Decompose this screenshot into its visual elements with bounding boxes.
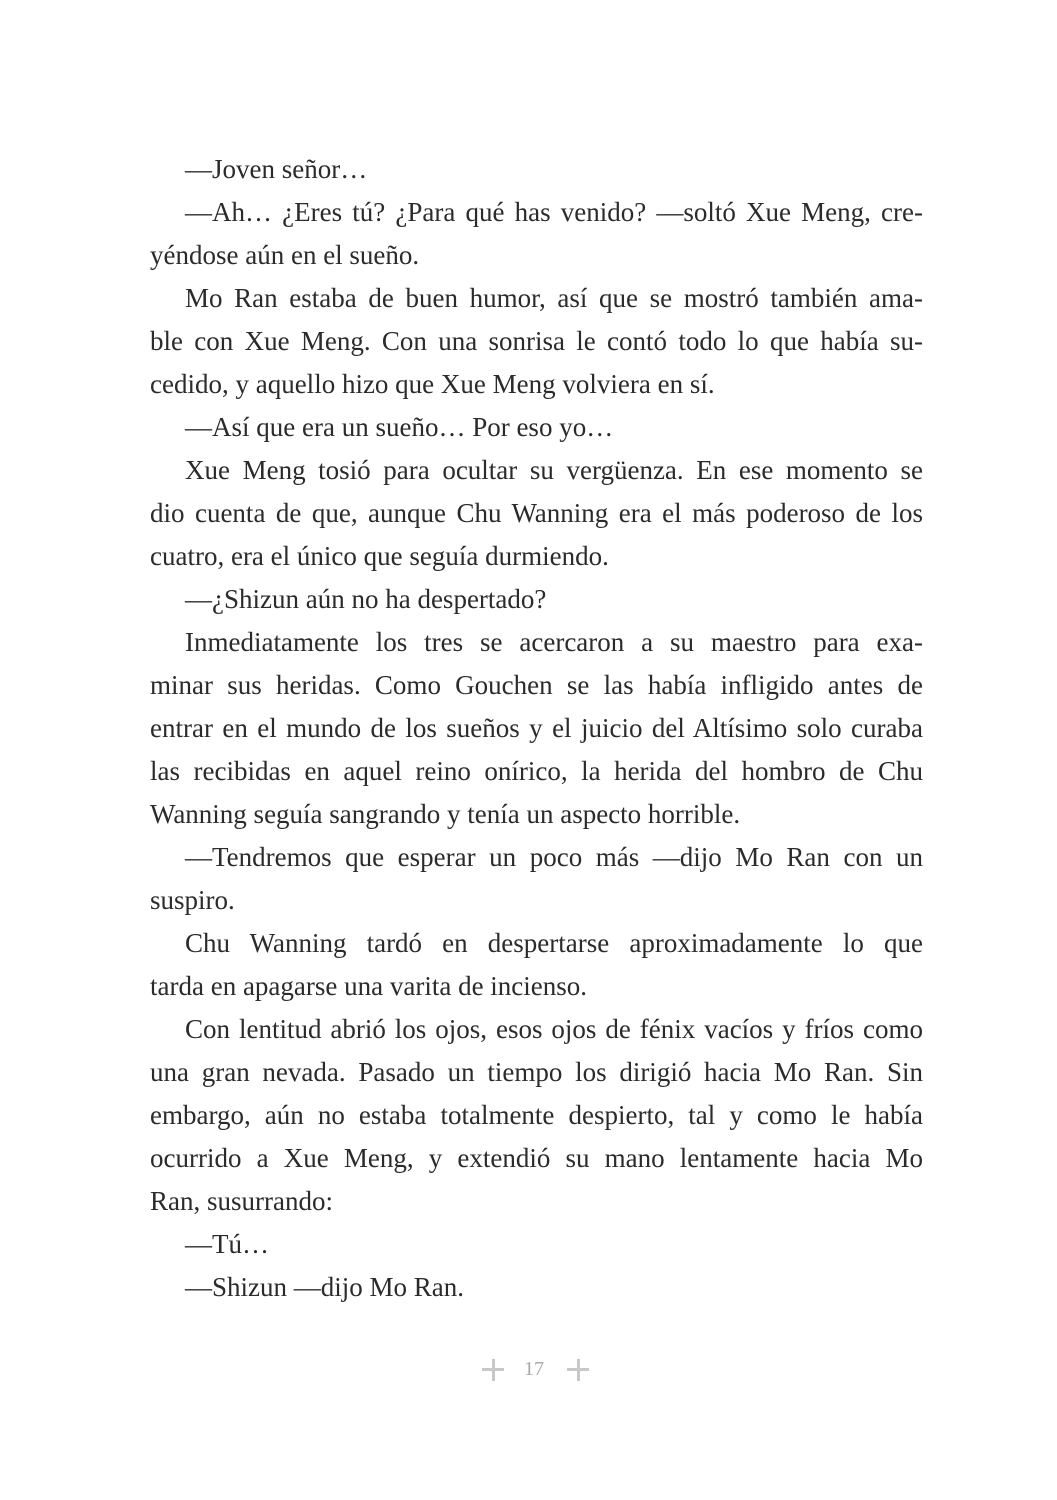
text-line: —Shizun —dijo Mo Ran. bbox=[185, 1272, 465, 1302]
text-line: —¿Shizun aún no ha despertado? bbox=[185, 584, 547, 614]
page-number: 17 bbox=[524, 1358, 544, 1380]
text-line: minar sus heridas. Como Gouchen se las había infligido antes de bbox=[150, 670, 923, 700]
text-line: Inmediatamente los tres se acercaron a su maestro para exa- bbox=[185, 627, 923, 657]
text-line: —Tendremos que esperar un poco más —dijo Mo Ran con un bbox=[185, 842, 923, 872]
text-line: ble con Xue Meng. Con una sonrisa le contó todo lo que había su- bbox=[150, 326, 923, 356]
text-line: las recibidas en aquel reino onírico, la herida del hombro de Chu bbox=[150, 756, 923, 786]
plus-ornament-icon bbox=[567, 1359, 589, 1381]
text-line: embargo, aún no estaba totalmente despierto, tal y como le había bbox=[150, 1100, 923, 1130]
text-line: Con lentitud abrió los ojos, esos ojos de fénix vacíos y fríos como bbox=[185, 1014, 923, 1044]
text-line: tarda en apagarse una varita de incienso. bbox=[150, 971, 588, 1001]
text-line: Xue Meng tosió para ocultar su vergüenza. En ese momento se bbox=[185, 455, 923, 485]
text-line: Ran, susurrando: bbox=[150, 1186, 333, 1216]
text-line: entrar en el mundo de los sueños y el juicio del Altísimo solo curaba bbox=[150, 713, 923, 743]
page-footer bbox=[0, 1352, 1057, 1392]
text-line: —Ah… ¿Eres tú? ¿Para qué has venido? —soltó Xue Meng, cre- bbox=[185, 197, 923, 227]
text-line: Mo Ran estaba de buen humor, así que se mostró también ama- bbox=[185, 283, 923, 313]
text-line: yéndose aún en el sueño. bbox=[150, 240, 420, 270]
text-line: —Joven señor… bbox=[185, 154, 368, 184]
text-line: —Tú… bbox=[185, 1229, 269, 1259]
text-line: suspiro. bbox=[150, 885, 235, 915]
text-line: —Así que era un sueño… Por eso yo… bbox=[185, 412, 614, 442]
body-text bbox=[150, 148, 923, 1309]
plus-ornament-icon bbox=[482, 1359, 504, 1381]
text-line: ocurrido a Xue Meng, y extendió su mano lentamente hacia Mo bbox=[150, 1143, 923, 1173]
text-line: cuatro, era el único que seguía durmiendo. bbox=[150, 541, 609, 571]
text-line: cedido, y aquello hizo que Xue Meng volviera en sí. bbox=[150, 369, 715, 399]
text-line: una gran nevada. Pasado un tiempo los dirigió hacia Mo Ran. Sin bbox=[150, 1057, 923, 1087]
text-line: Chu Wanning tardó en despertarse aproximadamente lo que bbox=[185, 928, 923, 958]
text-line: dio cuenta de que, aunque Chu Wanning era el más poderoso de los bbox=[150, 498, 923, 528]
text-line: Wanning seguía sangrando y tenía un aspecto horrible. bbox=[150, 799, 741, 829]
